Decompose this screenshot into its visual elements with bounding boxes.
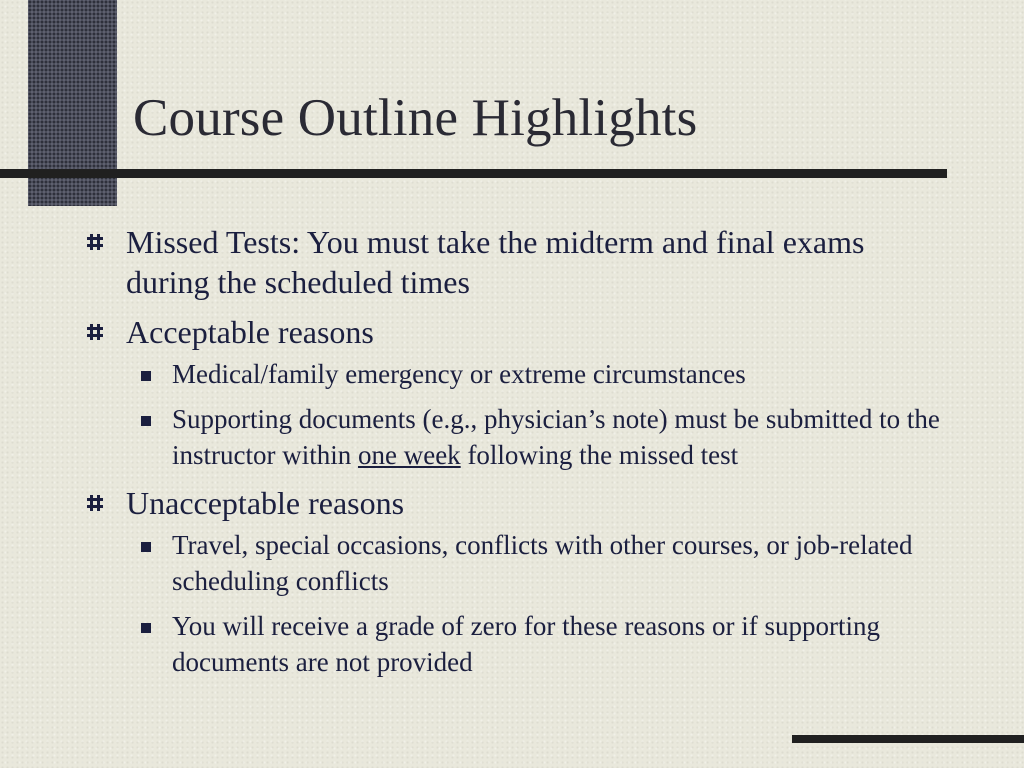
sub-bullet-text: Travel, special occasions, conflicts with other courses, or job-related scheduling conflicts bbox=[172, 530, 913, 596]
sub-bullet-text: You will receive a grade of zero for these reasons or if supporting documents are not provided bbox=[172, 611, 881, 677]
one-week-emphasis: one week bbox=[357, 440, 461, 470]
square-bullet-icon bbox=[141, 623, 151, 633]
bullet-unacceptable-reasons bbox=[86, 483, 946, 680]
sub-bullet-text-post: following the missed test bbox=[467, 440, 739, 470]
sub-list bbox=[126, 356, 946, 473]
square-bullet-icon bbox=[141, 416, 151, 426]
hash-bullet-icon bbox=[86, 494, 104, 512]
bullet-text: Unacceptable reasons bbox=[126, 485, 405, 521]
bullet-text: Missed Tests: You must take the midterm and final exams during the scheduled times bbox=[126, 224, 865, 300]
slide-content bbox=[86, 222, 946, 690]
sub-bullet bbox=[126, 608, 946, 680]
sub-bullet bbox=[126, 356, 946, 392]
sub-list bbox=[126, 527, 946, 680]
hash-bullet-icon bbox=[86, 233, 104, 251]
sub-bullet-text: Medical/family emergency or extreme circumstances bbox=[172, 359, 746, 389]
bullet-text: Acceptable reasons bbox=[126, 314, 374, 350]
sub-bullet bbox=[126, 527, 946, 599]
square-bullet-icon bbox=[141, 542, 151, 552]
sub-bullet bbox=[126, 401, 946, 473]
square-bullet-icon bbox=[141, 371, 151, 381]
bullet-acceptable-reasons bbox=[86, 312, 946, 473]
bottom-rule bbox=[792, 735, 1024, 743]
title-rule bbox=[0, 169, 947, 178]
hash-bullet-icon bbox=[86, 323, 104, 341]
slide-title: Course Outline Highlights bbox=[133, 89, 698, 147]
sub-bullet-text-pre: Supporting documents (e.g., physician’s note) must be submitted to the instructor within bbox=[172, 404, 940, 470]
bullet-missed-tests bbox=[86, 222, 946, 302]
